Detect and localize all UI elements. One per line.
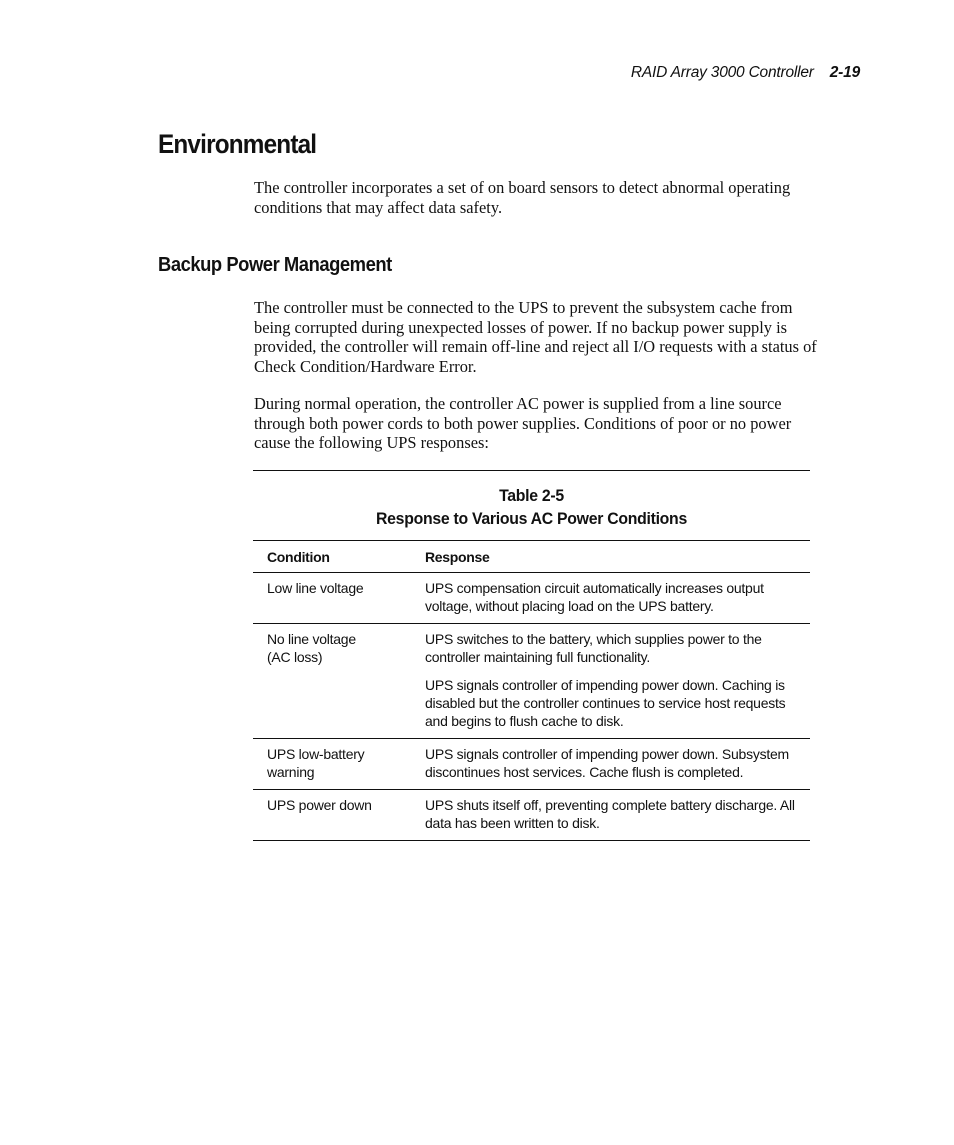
condition-text: Low line voltage [267,580,364,596]
response-text: UPS switches to the battery, which supplies power to the controller maintaining full functionality. [425,631,762,665]
table-row [253,738,810,789]
response-cell [412,623,810,738]
backup-power-paragraph-1: The controller must be connected to the UPS to prevent the subsystem cache from being corrupted during unexpected losses of power. If no backup power supply is provided, the controller will remain off-line and reject all I/O requests with a status of Check Condition/Hardware Error. [254,298,817,376]
response-text: UPS signals controller of impending power down. Caching is disabled but the controller continues to service host requests and begins to flush cache to disk. [425,677,786,729]
response-text: UPS compensation circuit automatically increases output voltage, without placing load on the UPS battery. [425,580,764,614]
condition-cell [253,789,412,840]
table-caption-number: Table 2-5 [499,486,564,505]
running-title: RAID Array 3000 Controller [630,64,814,81]
condition-text: UPS power down [267,797,372,813]
environmental-paragraph: The controller incorporates a set of on board sensors to detect abnormal operating conditions that may affect data safety. [254,178,791,217]
ac-power-table [253,470,810,841]
condition-text-detail: (AC loss) [267,649,323,665]
condition-text-detail: warning [267,764,315,780]
backup-power-paragraph-2: During normal operation, the controller AC power is supplied from a line source through both power cords to both power supplies. Conditions of poor or no power cause the following UPS responses: [254,394,792,453]
condition-text: No line voltage [267,631,356,647]
table-row [253,623,810,738]
table-caption-title: Response to Various AC Power Conditions [376,509,687,528]
response-cell [412,738,810,789]
table-row [253,573,810,623]
condition-cell [253,573,412,623]
running-header [631,64,860,82]
table-header-row [253,540,810,573]
page-number: 2-19 [829,64,860,81]
section-heading-backup-power: Backup Power Management [158,254,392,276]
response-text: UPS shuts itself off, preventing complete battery discharge. All data has been written to disk. [425,797,795,831]
table-row [253,789,810,840]
response-text: UPS signals controller of impending power down. Subsystem discontinues host services. Cache flush is completed. [425,746,789,780]
section-heading-environmental: Environmental [158,129,317,159]
table-bottom-rule [253,840,810,841]
header-condition: Condition [267,548,330,565]
condition-cell [253,623,412,738]
header-response: Response [425,548,490,565]
condition-cell [253,738,412,789]
response-cell [412,573,810,623]
table-caption [253,471,810,540]
condition-text: UPS low-battery [267,746,365,762]
response-cell [412,789,810,840]
